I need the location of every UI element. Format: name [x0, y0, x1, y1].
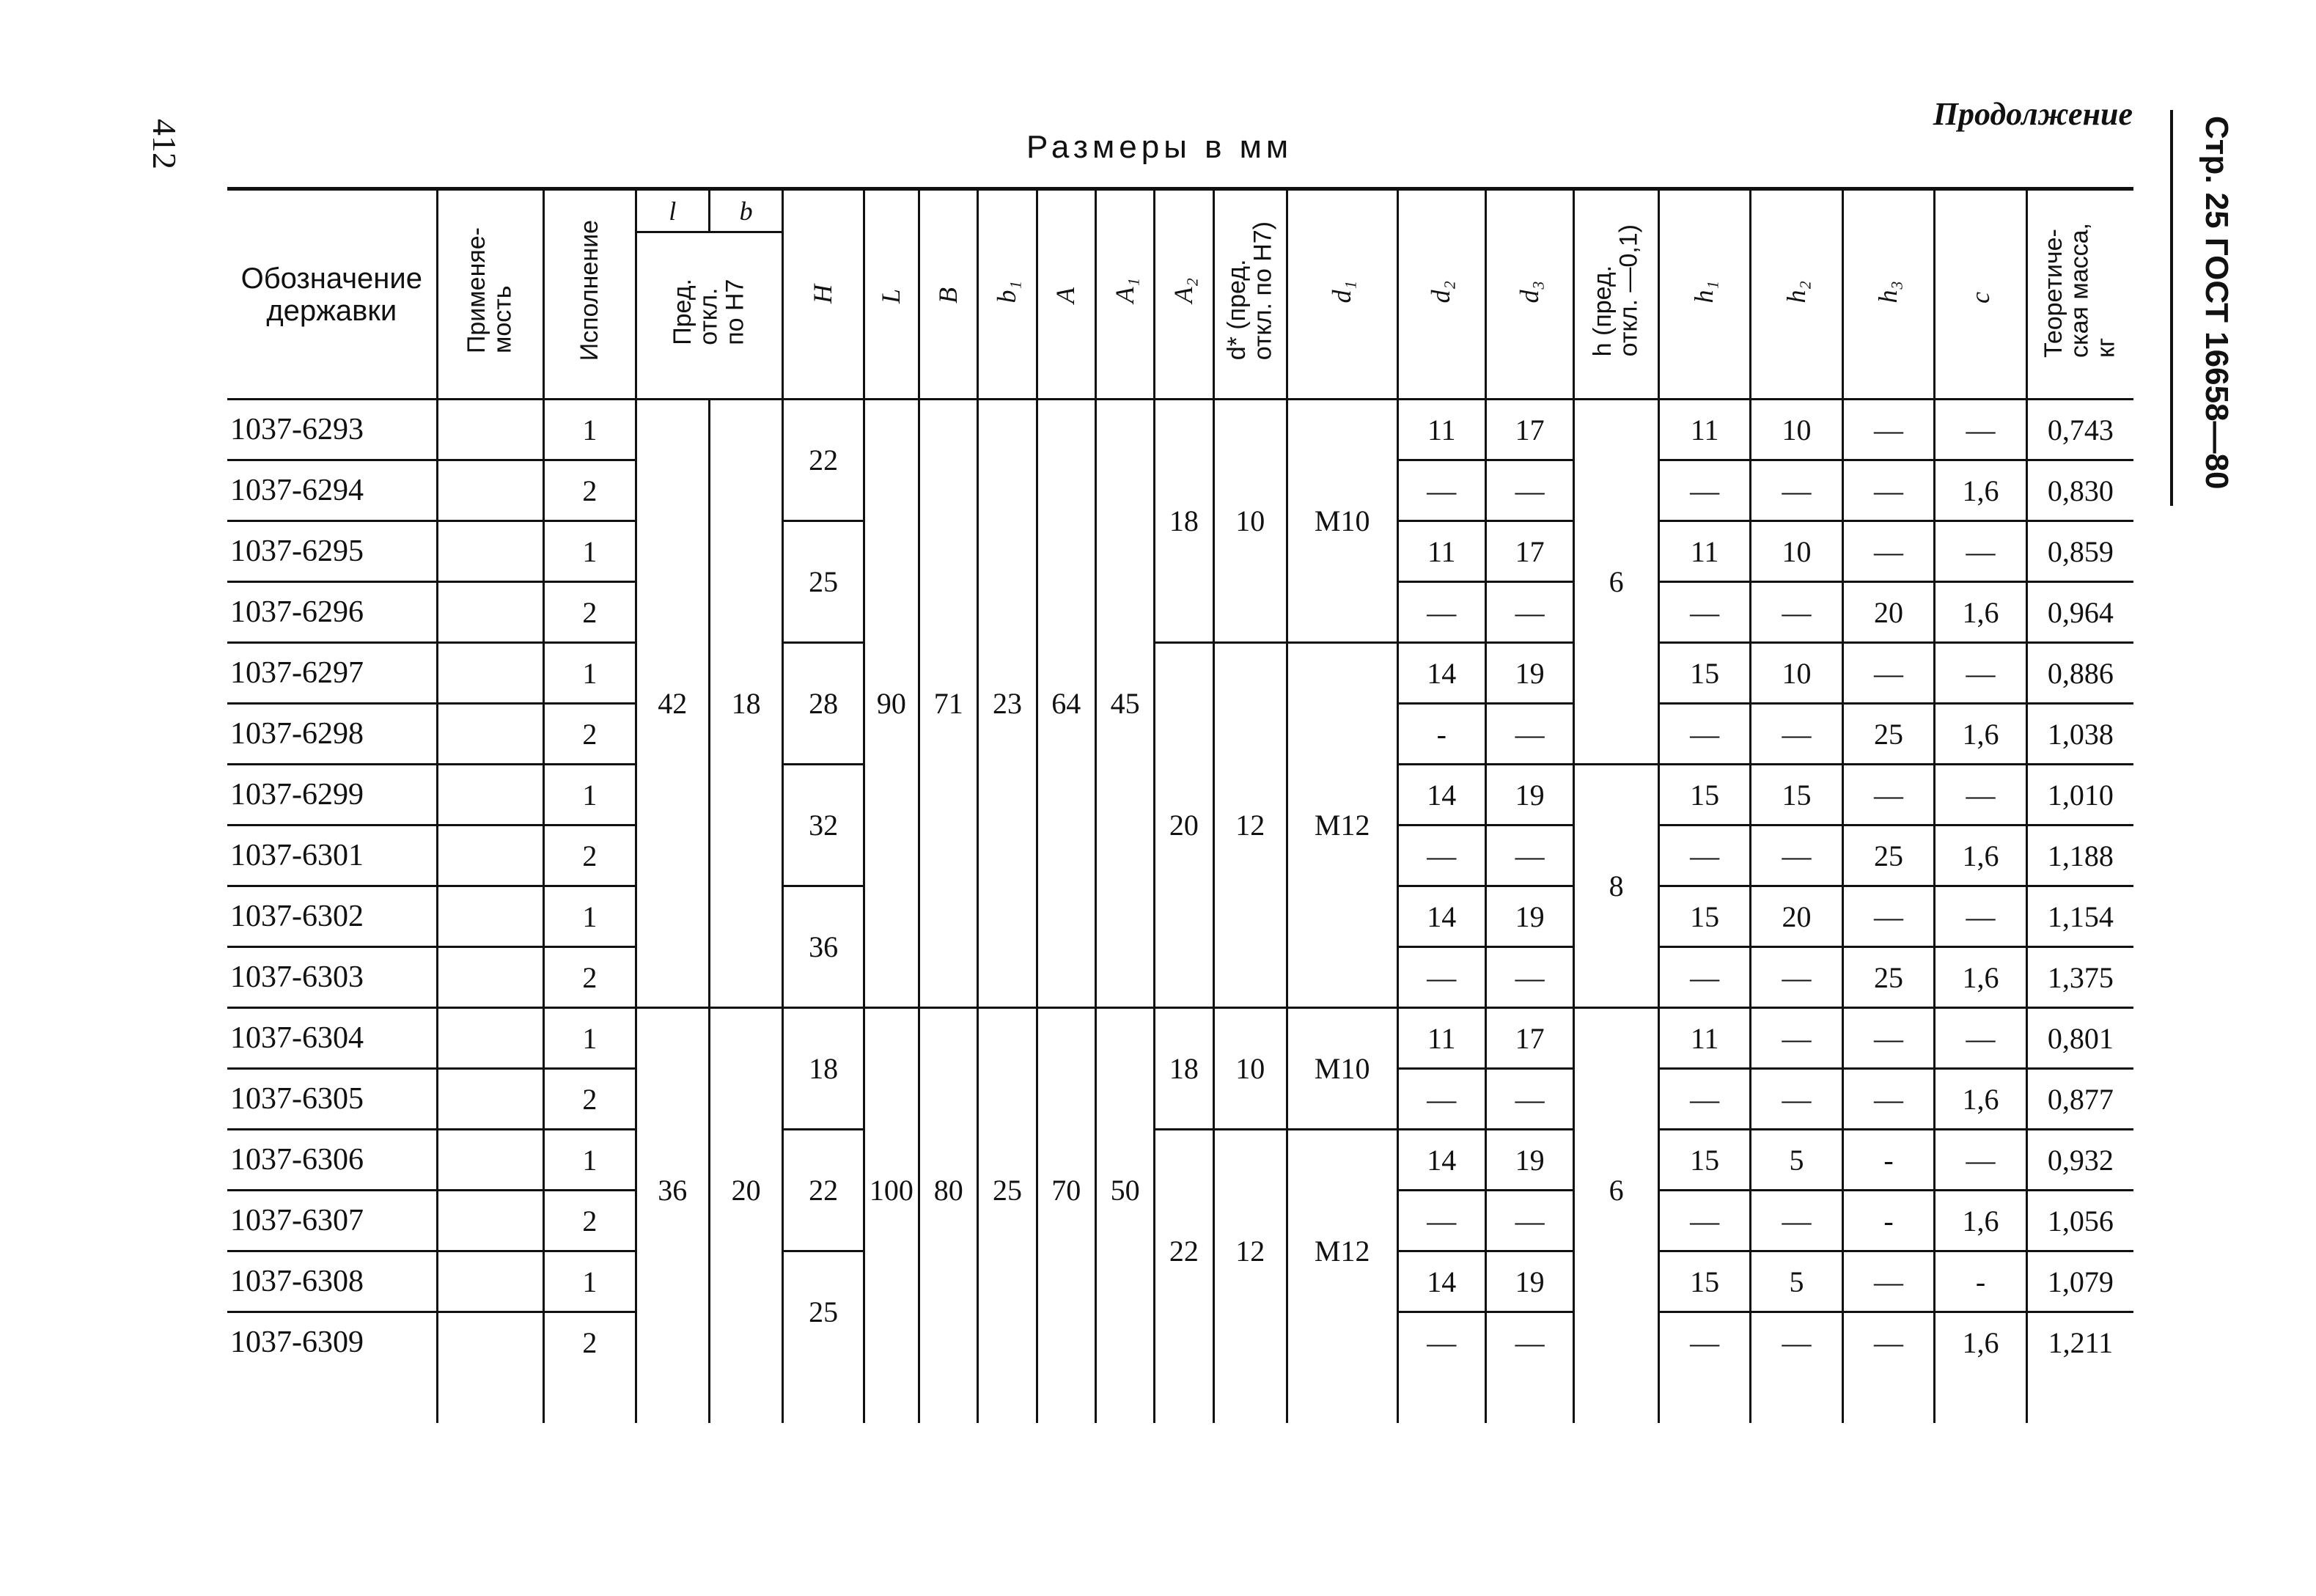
cell-h1: —	[1658, 1069, 1750, 1130]
cell-mass: 0,801	[2026, 1008, 2133, 1069]
cell-h2: 10	[1751, 521, 1842, 582]
cell-tail	[1935, 1372, 2026, 1423]
cell-h: 8	[1574, 765, 1658, 1008]
cell-d2: —	[1397, 1191, 1485, 1251]
cell-h3: —	[1842, 886, 1934, 947]
cell-h1: —	[1658, 582, 1750, 643]
cell-h: 22	[783, 400, 864, 521]
cell-d: 12	[1213, 1130, 1287, 1372]
cell-des: 1037-6308	[227, 1251, 437, 1312]
cell-a: 70	[1037, 1008, 1095, 1372]
cell-a2: 22	[1155, 1130, 1213, 1372]
cell-tail	[709, 1372, 782, 1423]
table-body	[227, 400, 2133, 1424]
cell-c: 1,6	[1935, 704, 2026, 765]
cell-mass: 0,932	[2026, 1130, 2133, 1191]
cell-d3: —	[1485, 582, 1573, 643]
cell-mass: 0,877	[2026, 1069, 2133, 1130]
cell-l: 42	[636, 400, 709, 1008]
cell-h3: —	[1842, 643, 1934, 704]
cell-h3: —	[1842, 765, 1934, 825]
cell-des: 1037-6306	[227, 1130, 437, 1191]
cell-des: 1037-6298	[227, 704, 437, 765]
cell-d3: 17	[1485, 400, 1573, 460]
header-c: c	[1935, 189, 2026, 400]
header-execution: Исполнение	[544, 189, 636, 400]
cell-applicability	[437, 521, 544, 582]
cell-applicability	[437, 1191, 544, 1251]
cell-mass: 0,743	[2026, 400, 2133, 460]
cell-d3: —	[1485, 460, 1573, 521]
side-standard-label: Стр. 25 ГОСТ 16658—80	[2199, 116, 2235, 490]
cell-c: 1,6	[1935, 947, 2026, 1008]
cell-tail	[1842, 1372, 1934, 1423]
cell-des: 1037-6302	[227, 886, 437, 947]
header-d: d* (пред. откл. по H7)	[1213, 189, 1287, 400]
cell-c: 1,6	[1935, 1069, 2026, 1130]
cell-d1: M10	[1287, 400, 1397, 643]
cell-des: 1037-6307	[227, 1191, 437, 1251]
cell-tail	[1485, 1372, 1573, 1423]
table-row	[227, 643, 2133, 704]
header-H: H	[783, 189, 864, 400]
cell-exec: 2	[544, 1191, 636, 1251]
cell-tail	[437, 1372, 544, 1423]
cell-h1: —	[1658, 947, 1750, 1008]
header-L: L	[864, 189, 919, 400]
cell-d2: 14	[1397, 1130, 1485, 1191]
cell-h2: —	[1751, 947, 1842, 1008]
cell-a2: 18	[1155, 1008, 1213, 1130]
cell-des: 1037-6301	[227, 825, 437, 886]
cell-exec: 2	[544, 947, 636, 1008]
cell-tail	[1751, 1372, 1842, 1423]
header-b: b	[709, 189, 782, 232]
cell-mass: 1,010	[2026, 765, 2133, 825]
cell-h1: 15	[1658, 1251, 1750, 1312]
cell-h1: 15	[1658, 765, 1750, 825]
cell-applicability	[437, 765, 544, 825]
cell-b: 80	[919, 1008, 978, 1372]
cell-exec: 1	[544, 400, 636, 460]
cell-tail	[1095, 1372, 1154, 1423]
cell-d3: —	[1485, 825, 1573, 886]
cell-c: 1,6	[1935, 1312, 2026, 1372]
cell-des: 1037-6299	[227, 765, 437, 825]
cell-h3: 20	[1842, 582, 1934, 643]
cell-applicability	[437, 1008, 544, 1069]
cell-exec: 1	[544, 1251, 636, 1312]
cell-applicability	[437, 825, 544, 886]
cell-d2: -	[1397, 704, 1485, 765]
cell-h1: —	[1658, 460, 1750, 521]
header-b1: b₁	[978, 189, 1037, 400]
cell-mass: 0,886	[2026, 643, 2133, 704]
cell-tail	[1155, 1372, 1213, 1423]
cell-d3: —	[1485, 704, 1573, 765]
cell-b: 71	[919, 400, 978, 1008]
cell-d2: —	[1397, 825, 1485, 886]
cell-d3: 19	[1485, 643, 1573, 704]
cell-h1: —	[1658, 825, 1750, 886]
cell-tail	[1213, 1372, 1287, 1423]
cell-c: —	[1935, 1008, 2026, 1069]
cell-des: 1037-6295	[227, 521, 437, 582]
cell-tail	[227, 1372, 437, 1423]
cell-tail	[978, 1372, 1037, 1423]
cell-c: —	[1935, 1130, 2026, 1191]
header-A2: A₂	[1155, 189, 1213, 400]
cell-d3: —	[1485, 947, 1573, 1008]
cell-tail	[783, 1372, 864, 1423]
cell-tail	[1574, 1372, 1658, 1423]
cell-c: 1,6	[1935, 1191, 2026, 1251]
cell-mass: 1,056	[2026, 1191, 2133, 1251]
cell-b: 18	[709, 400, 782, 1008]
cell-d2: 14	[1397, 886, 1485, 947]
header-h3: h₃	[1842, 189, 1934, 400]
cell-exec: 1	[544, 1008, 636, 1069]
cell-mass: 0,859	[2026, 521, 2133, 582]
cell-h2: —	[1751, 704, 1842, 765]
cell-h: 25	[783, 521, 864, 643]
cell-des: 1037-6294	[227, 460, 437, 521]
cell-exec: 1	[544, 1130, 636, 1191]
cell-d3: 17	[1485, 521, 1573, 582]
side-rule	[2170, 110, 2173, 506]
table-tail	[227, 1372, 2133, 1423]
cell-d1: M12	[1287, 1130, 1397, 1372]
cell-applicability	[437, 886, 544, 947]
cell-h3: 25	[1842, 825, 1934, 886]
cell-mass: 1,079	[2026, 1251, 2133, 1312]
cell-c: —	[1935, 400, 2026, 460]
cell-h3: 25	[1842, 947, 1934, 1008]
cell-des: 1037-6305	[227, 1069, 437, 1130]
cell-exec: 2	[544, 1069, 636, 1130]
cell-tail	[2026, 1372, 2133, 1423]
cell-h3: -	[1842, 1130, 1934, 1191]
header-B: B	[919, 189, 978, 400]
cell-a2: 18	[1155, 400, 1213, 643]
header-l: l	[636, 189, 709, 232]
cell-mass: 1,211	[2026, 1312, 2133, 1372]
cell-tail	[1397, 1372, 1485, 1423]
header-lb-tolerance: Пред. откл. по H7	[636, 232, 783, 400]
cell-applicability	[437, 643, 544, 704]
cell-h: 22	[783, 1130, 864, 1251]
cell-h3: 25	[1842, 704, 1934, 765]
cell-h3: -	[1842, 1191, 1934, 1251]
cell-d3: 19	[1485, 886, 1573, 947]
cell-h3: —	[1842, 1008, 1934, 1069]
page-number: 412	[146, 119, 183, 169]
cell-h: 36	[783, 886, 864, 1008]
cell-exec: 2	[544, 1312, 636, 1372]
header-applicability: Применяе- мость	[437, 189, 544, 400]
cell-tail	[1658, 1372, 1750, 1423]
cell-h: 25	[783, 1251, 864, 1372]
cell-h1: 11	[1658, 1008, 1750, 1069]
cell-des: 1037-6303	[227, 947, 437, 1008]
header-h2: h₂	[1751, 189, 1842, 400]
cell-h: 18	[783, 1008, 864, 1130]
cell-d3: —	[1485, 1312, 1573, 1372]
cell-h3: —	[1842, 1312, 1934, 1372]
continuation-label: Продолжение	[1933, 96, 2133, 132]
cell-mass: 1,154	[2026, 886, 2133, 947]
cell-exec: 2	[544, 460, 636, 521]
cell-mass: 1,375	[2026, 947, 2133, 1008]
cell-h: 6	[1574, 1008, 1658, 1372]
cell-mass: 1,038	[2026, 704, 2133, 765]
table-row	[227, 1008, 2133, 1069]
cell-h2: —	[1751, 460, 1842, 521]
cell-d2: —	[1397, 582, 1485, 643]
cell-c: —	[1935, 886, 2026, 947]
cell-d2: 11	[1397, 521, 1485, 582]
cell-l: 100	[864, 1008, 919, 1372]
cell-h2: —	[1751, 1312, 1842, 1372]
header-d2: d₂	[1397, 189, 1485, 400]
cell-d3: 19	[1485, 1251, 1573, 1312]
header-d1: d₁	[1287, 189, 1397, 400]
cell-des: 1037-6296	[227, 582, 437, 643]
cell-d2: —	[1397, 947, 1485, 1008]
dimensions-title: Размеры в мм	[1026, 129, 1293, 165]
cell-exec: 2	[544, 825, 636, 886]
header-d3: d₃	[1485, 189, 1573, 400]
cell-tail	[919, 1372, 978, 1423]
header-mass: Теоретиче- ская масса, кг	[2026, 189, 2133, 400]
cell-applicability	[437, 1251, 544, 1312]
cell-des: 1037-6297	[227, 643, 437, 704]
cell-applicability	[437, 460, 544, 521]
table-row	[227, 1130, 2133, 1191]
cell-l: 36	[636, 1008, 709, 1372]
cell-b1: 25	[978, 1008, 1037, 1372]
cell-applicability	[437, 400, 544, 460]
cell-h2: 10	[1751, 400, 1842, 460]
cell-d2: 14	[1397, 765, 1485, 825]
cell-d1: M10	[1287, 1008, 1397, 1130]
cell-l: 90	[864, 400, 919, 1008]
header-h: h (пред. откл. —0,1)	[1574, 189, 1658, 400]
cell-h2: —	[1751, 582, 1842, 643]
cell-h2: 15	[1751, 765, 1842, 825]
cell-d: 10	[1213, 1008, 1287, 1130]
cell-d2: 14	[1397, 1251, 1485, 1312]
cell-a: 64	[1037, 400, 1095, 1008]
cell-h2: 10	[1751, 643, 1842, 704]
header-designation: Обозначение державки	[227, 189, 437, 400]
cell-d3: —	[1485, 1191, 1573, 1251]
cell-c: —	[1935, 521, 2026, 582]
cell-h2: —	[1751, 1069, 1842, 1130]
cell-h3: —	[1842, 1251, 1934, 1312]
cell-mass: 0,830	[2026, 460, 2133, 521]
holder-dimensions-table	[227, 187, 2133, 1423]
cell-d3: —	[1485, 1069, 1573, 1130]
cell-applicability	[437, 582, 544, 643]
cell-d: 10	[1213, 400, 1287, 643]
cell-c: 1,6	[1935, 825, 2026, 886]
cell-mass: 1,188	[2026, 825, 2133, 886]
table-row	[227, 400, 2133, 460]
cell-tail	[1037, 1372, 1095, 1423]
cell-h2: —	[1751, 1008, 1842, 1069]
cell-h2: 5	[1751, 1251, 1842, 1312]
cell-d3: 19	[1485, 765, 1573, 825]
cell-tail	[1287, 1372, 1397, 1423]
cell-c: -	[1935, 1251, 2026, 1312]
cell-d2: —	[1397, 1312, 1485, 1372]
cell-exec: 2	[544, 582, 636, 643]
cell-h1: 11	[1658, 400, 1750, 460]
cell-tail	[864, 1372, 919, 1423]
cell-d: 12	[1213, 643, 1287, 1008]
cell-h2: —	[1751, 825, 1842, 886]
cell-d3: 19	[1485, 1130, 1573, 1191]
header-h1: h₁	[1658, 189, 1750, 400]
cell-d2: 11	[1397, 1008, 1485, 1069]
cell-c: —	[1935, 643, 2026, 704]
cell-a1: 45	[1095, 400, 1154, 1008]
cell-des: 1037-6293	[227, 400, 437, 460]
cell-des: 1037-6309	[227, 1312, 437, 1372]
cell-h2: 20	[1751, 886, 1842, 947]
cell-c: —	[1935, 765, 2026, 825]
cell-h1: 15	[1658, 643, 1750, 704]
cell-d2: 14	[1397, 643, 1485, 704]
header-A1: A₁	[1095, 189, 1154, 400]
cell-applicability	[437, 1069, 544, 1130]
cell-mass: 0,964	[2026, 582, 2133, 643]
cell-tail	[544, 1372, 636, 1423]
cell-h2: —	[1751, 1191, 1842, 1251]
cell-h: 6	[1574, 400, 1658, 765]
cell-d3: 17	[1485, 1008, 1573, 1069]
header-A: A	[1037, 189, 1095, 400]
cell-exec: 1	[544, 765, 636, 825]
cell-h1: —	[1658, 1191, 1750, 1251]
cell-d2: 11	[1397, 400, 1485, 460]
cell-b1: 23	[978, 400, 1037, 1008]
cell-applicability	[437, 947, 544, 1008]
cell-h3: —	[1842, 400, 1934, 460]
cell-h1: 11	[1658, 521, 1750, 582]
cell-h: 32	[783, 765, 864, 886]
cell-h2: 5	[1751, 1130, 1842, 1191]
cell-des: 1037-6304	[227, 1008, 437, 1069]
cell-h1: —	[1658, 704, 1750, 765]
cell-d2: —	[1397, 460, 1485, 521]
cell-exec: 1	[544, 886, 636, 947]
cell-h3: —	[1842, 521, 1934, 582]
cell-applicability	[437, 704, 544, 765]
cell-d1: M12	[1287, 643, 1397, 1008]
cell-applicability	[437, 1130, 544, 1191]
cell-d2: —	[1397, 1069, 1485, 1130]
cell-c: 1,6	[1935, 582, 2026, 643]
cell-h: 28	[783, 643, 864, 765]
cell-exec: 2	[544, 704, 636, 765]
cell-applicability	[437, 1312, 544, 1372]
cell-c: 1,6	[1935, 460, 2026, 521]
cell-h1: —	[1658, 1312, 1750, 1372]
cell-h1: 15	[1658, 886, 1750, 947]
cell-tail	[636, 1372, 709, 1423]
cell-h3: —	[1842, 460, 1934, 521]
cell-exec: 1	[544, 521, 636, 582]
cell-a1: 50	[1095, 1008, 1154, 1372]
cell-b: 20	[709, 1008, 782, 1372]
cell-exec: 1	[544, 643, 636, 704]
cell-a2: 20	[1155, 643, 1213, 1008]
cell-h3: —	[1842, 1069, 1934, 1130]
cell-h1: 15	[1658, 1130, 1750, 1191]
